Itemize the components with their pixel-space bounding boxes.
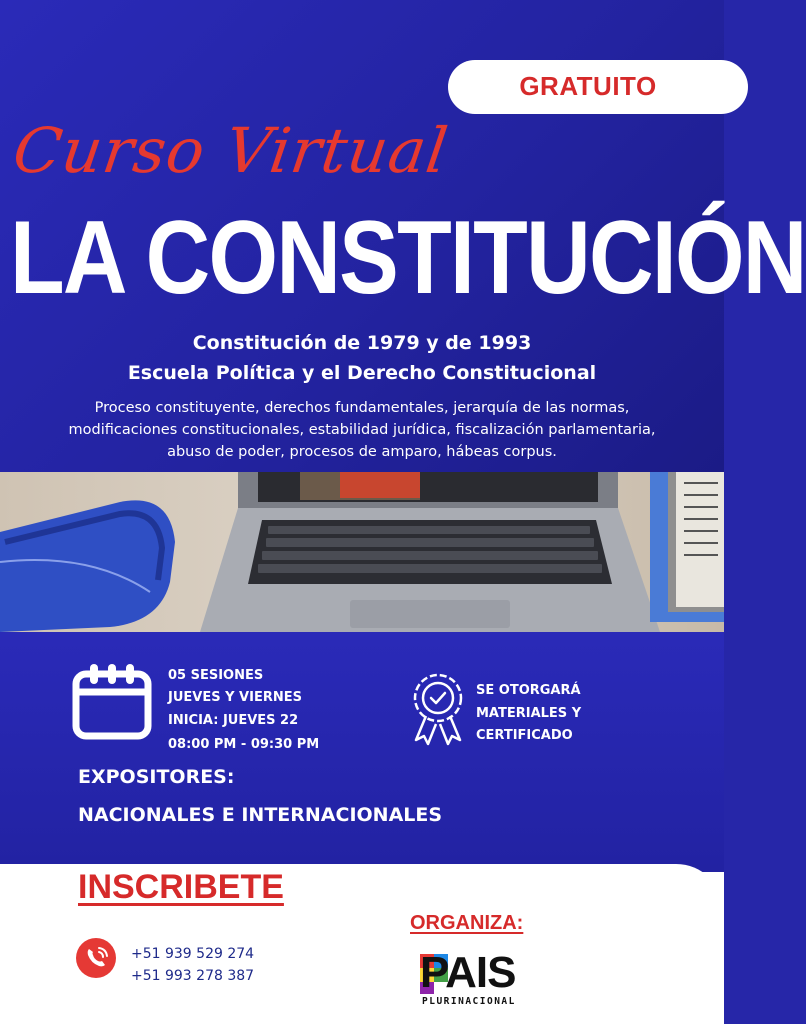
- footer-panel-right: [352, 872, 724, 1024]
- certificate-line: CERTIFICADO: [476, 728, 573, 743]
- organizer-label: ORGANIZA:: [410, 912, 524, 934]
- calendar-icon: [72, 664, 152, 740]
- phone-icon[interactable]: [76, 938, 116, 978]
- description-line: modificaciones constitucionales, estabilidad jurídica, fiscalización parlamentaria,: [68, 422, 656, 438]
- pais-logo: [420, 950, 532, 1012]
- speakers-value: NACIONALES E INTERNACIONALES: [78, 804, 443, 826]
- schedule-line: 05 SESIONES: [168, 668, 264, 683]
- pais-logo-subtext: PLURINACIONAL: [422, 996, 516, 1007]
- phone-handset-icon: [76, 938, 116, 978]
- schedule-line: 08:00 PM - 09:30 PM: [168, 737, 320, 752]
- certificate-line: SE OTORGARÁ: [476, 683, 581, 698]
- description-line: abuso de poder, procesos de amparo, hábeas corpus.: [167, 444, 557, 460]
- subtitle-constitutions: Constitución de 1979 y de 1993: [192, 332, 532, 354]
- signup-heading[interactable]: INSCRIBETE: [78, 868, 284, 906]
- phone-number[interactable]: +51 993 278 387: [131, 968, 255, 984]
- schedule-line: JUEVES Y VIERNES: [168, 690, 302, 705]
- laptop-photo-illustration: [0, 472, 724, 632]
- main-title: LA CONSTITUCIÓN: [10, 200, 806, 316]
- subtitle-school: Escuela Política y el Derecho Constitucional: [127, 362, 597, 384]
- course-script-title: Curso Virtual: [8, 114, 453, 187]
- schedule-line: INICIA: JUEVES 22: [168, 713, 299, 728]
- description-line: Proceso constituyente, derechos fundamentales, jerarquía de las normas,: [94, 400, 630, 416]
- certificate-line: MATERIALES Y: [476, 706, 582, 721]
- certificate-badge-icon: [410, 672, 466, 746]
- speakers-label: EXPOSITORES:: [78, 766, 235, 788]
- pais-logo-text: PAIS: [420, 948, 516, 997]
- free-badge-label: GRATUITO: [519, 71, 657, 101]
- course-description: [30, 397, 694, 463]
- laptop-photo: [0, 472, 724, 632]
- phone-number[interactable]: +51 939 529 274: [131, 946, 255, 962]
